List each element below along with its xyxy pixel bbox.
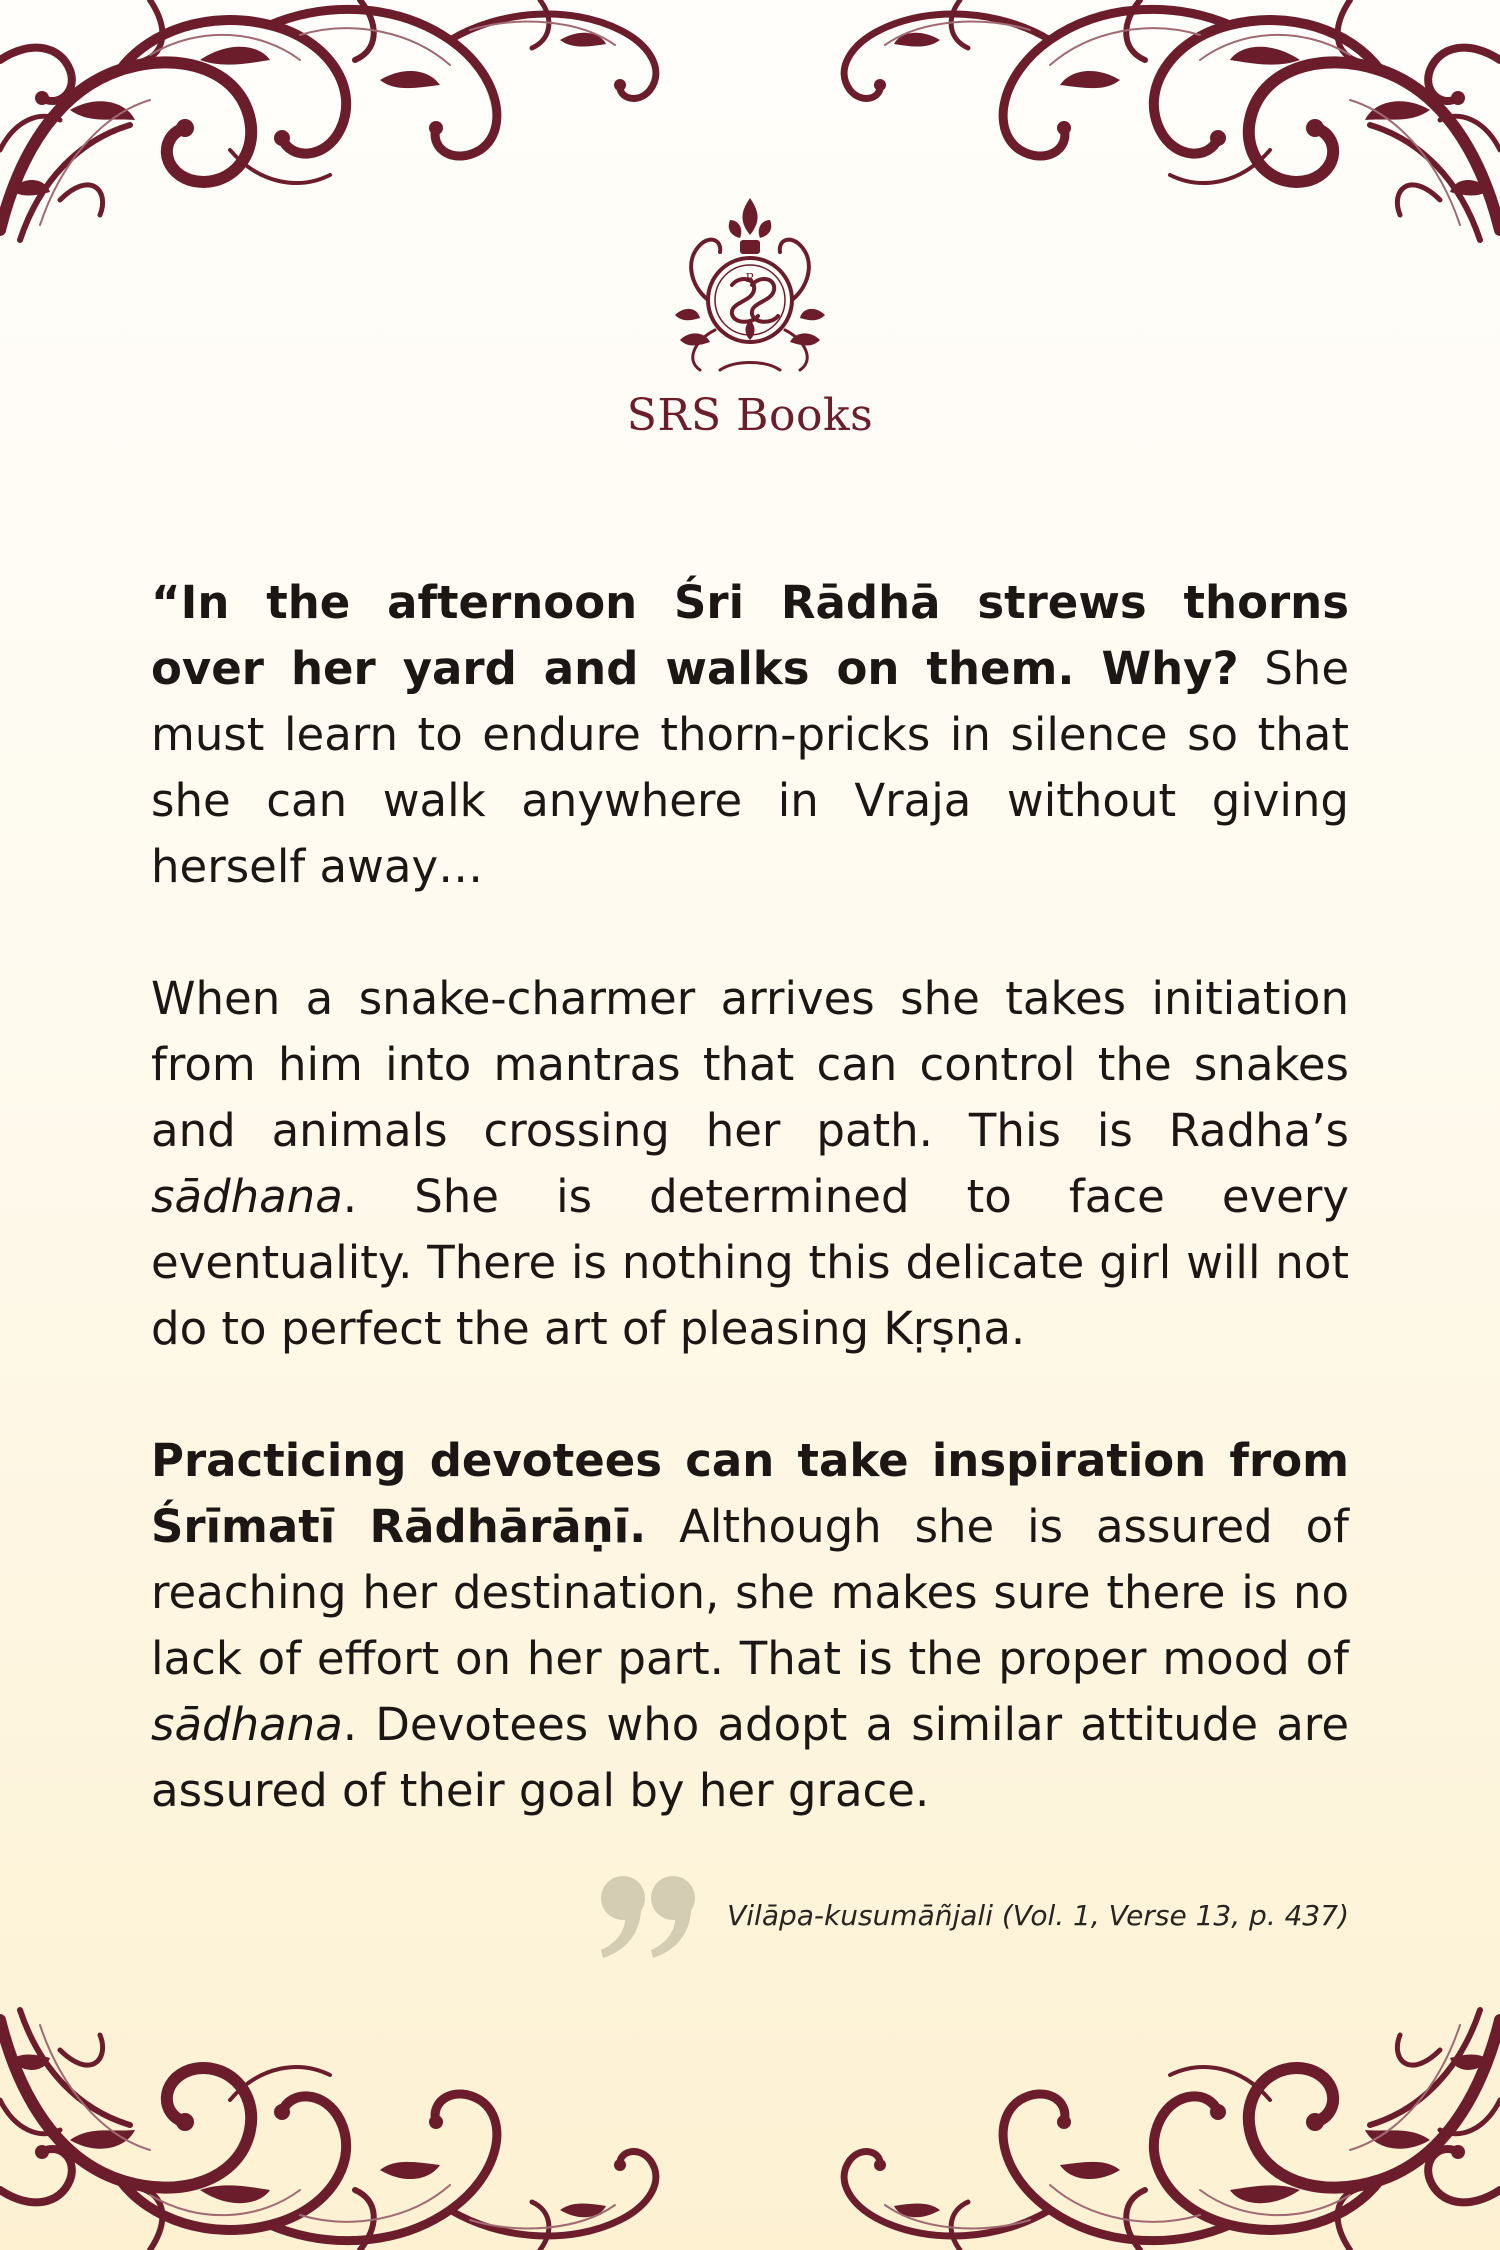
quote-mark-icon <box>593 1870 703 1960</box>
quote-paragraph-2 <box>151 966 1349 1362</box>
quote-italic-term: sādhana <box>151 1170 343 1223</box>
quote-paragraph-1 <box>151 570 1349 900</box>
quote-italic-term: sādhana <box>151 1698 343 1751</box>
quote-text: She must learn to endure thorn-pricks in silence so that she can walk anywhere in Vraja without giving herself away… <box>151 642 1349 893</box>
quote-text: . Devotees who adopt a similar attitude are assured of their goal by her grace. <box>151 1698 1349 1817</box>
brand-logo <box>0 190 1500 441</box>
quote-emphasis: Practicing devotees can take inspiration from Śrīmatī Rādhārāṇī. <box>151 1434 1349 1553</box>
corner-ornament-bottom-right <box>820 1990 1500 2250</box>
quote-emphasis: “In the afternoon Śri Rādhā strews thorns over her yard and walks on them. Why? <box>151 576 1349 695</box>
corner-ornament-bottom-left <box>0 1990 680 2250</box>
brand-name: SRS Books <box>626 390 874 441</box>
source-citation <box>593 1870 1349 1960</box>
srs-crest-icon <box>660 190 840 380</box>
quote-text: Although she is assured of reaching her destination, she makes sure there is no lack of effort on her part. That is the proper mood of <box>151 1500 1349 1685</box>
citation-text: Vilāpa-kusumāñjali (Vol. 1, Verse 13, p. 437) <box>727 1898 1349 1932</box>
svg-text:R: R <box>745 271 755 285</box>
quote-body <box>151 570 1349 1824</box>
quote-paragraph-3 <box>151 1428 1349 1824</box>
quote-text: . She is determined to face every eventuality. There is nothing this delicate girl will not do to perfect the art of pleasing Kṛṣṇa. <box>151 1170 1349 1355</box>
quote-text: When a snake-charmer arrives she takes initiation from him into mantras that can control the snakes and animals crossing her path. This is Radha’s <box>151 972 1349 1157</box>
